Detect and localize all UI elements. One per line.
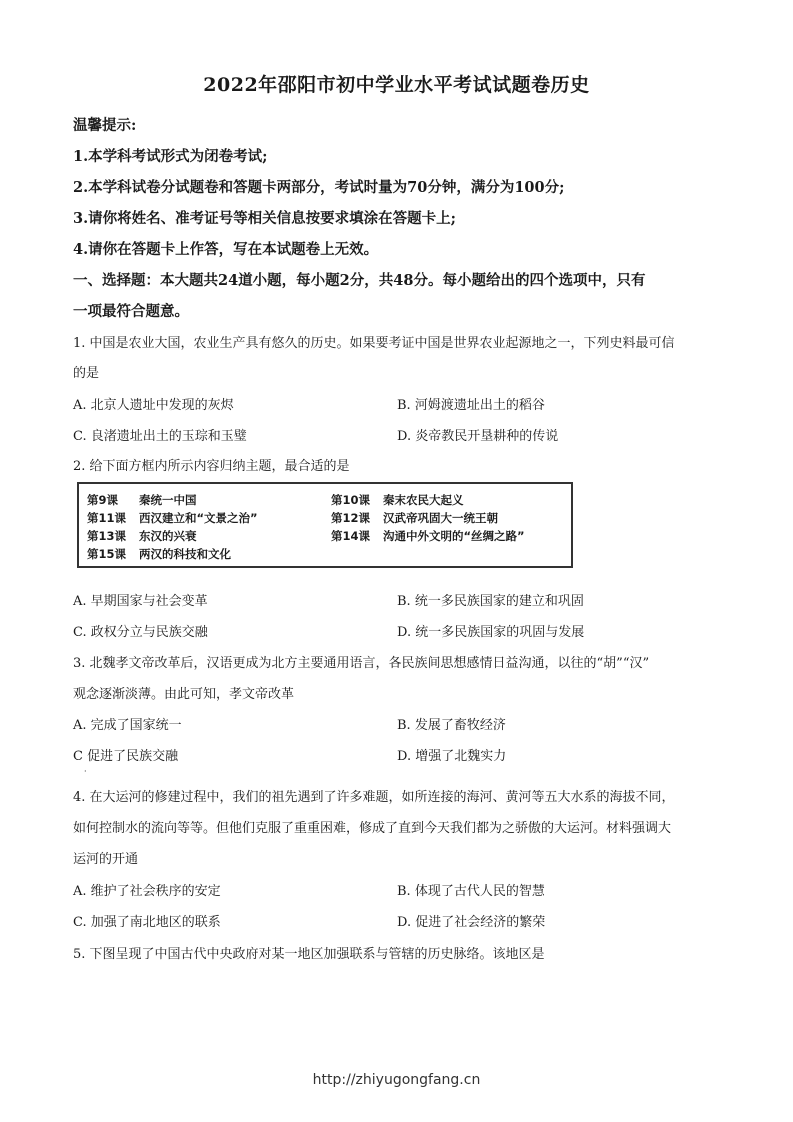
- lesson-list-box: [77, 482, 573, 568]
- question-4-option-a: A. 维护了社会秩序的安定: [73, 884, 221, 899]
- lesson-number: 第10课: [331, 493, 371, 507]
- lesson-name: 秦末农民大起义: [383, 493, 464, 507]
- section-heading-line1: 一、选择题：本大题共24道小题，每小题2分，共48分。每小题给出的四个选项中，只有: [73, 272, 646, 289]
- scan-speck: ·: [84, 767, 87, 776]
- lesson-name: 东汉的兴衰: [139, 529, 197, 543]
- lesson-name: 沟通中外文明的“丝绸之路”: [383, 529, 525, 543]
- lesson-number: 第12课: [331, 511, 371, 525]
- notice-item-2: 2.本学科试卷分试题卷和答题卡两部分，考试时量为70分钟，满分为100分;: [73, 179, 565, 196]
- question-1-option-a: A. 北京人遗址中发现的灰烬: [73, 398, 234, 413]
- question-1-line1: 1. 中国是农业大国，农业生产具有悠久的历史。如果要考证中国是世界农业起源地之一，下列史料最可信: [73, 336, 675, 351]
- notice-heading: 温馨提示:: [73, 117, 137, 134]
- footer-url: http://zhiyugongfang.cn: [312, 1072, 481, 1088]
- lesson-item: [331, 492, 464, 508]
- lesson-name: 两汉的科技和文化: [139, 547, 231, 561]
- notice-item-3: 3.请你将姓名、准考证号等相关信息按要求填涂在答题卡上;: [73, 210, 456, 227]
- question-5-line1: 5. 下图呈现了中国古代中央政府对某一地区加强联系与管辖的历史脉络。该地区是: [73, 947, 545, 962]
- lesson-item: [87, 546, 231, 562]
- section-heading-line2: 一项最符合题意。: [73, 303, 189, 320]
- question-3-option-a: A. 完成了国家统一: [73, 718, 182, 733]
- page-title: 2022年邵阳市初中学业水平考试试题卷历史: [203, 74, 590, 96]
- lesson-item: [87, 492, 197, 508]
- lesson-name: 秦统一中国: [139, 493, 197, 507]
- lesson-item: [331, 528, 525, 544]
- lesson-number: 第14课: [331, 529, 371, 543]
- lesson-number: 第11课: [87, 511, 127, 525]
- question-3-line1: 3. 北魏孝文帝改革后，汉语更成为北方主要通用语言，各民族间思想感情日益沟通，以往的“胡”“汉”: [73, 656, 650, 671]
- question-3-line2: 观念逐渐淡薄。由此可知，孝文帝改革: [73, 687, 295, 702]
- question-4-option-b: B. 体现了古代人民的智慧: [397, 884, 545, 899]
- notice-item-1: 1.本学科考试形式为闭卷考试;: [73, 148, 268, 165]
- question-3-option-c: C 促进了民族交融: [73, 749, 179, 764]
- lesson-number: 第15课: [87, 547, 127, 561]
- notice-item-4: 4.请你在答题卡上作答，写在本试题卷上无效。: [73, 241, 379, 258]
- question-3-option-b: B. 发展了畜牧经济: [397, 718, 506, 733]
- question-1-option-c: C. 良渚遗址出土的玉琮和玉璧: [73, 429, 247, 444]
- question-2-option-c: C. 政权分立与民族交融: [73, 625, 208, 640]
- question-1-option-b: B. 河姆渡遗址出土的稻谷: [397, 398, 545, 413]
- lesson-item: [87, 510, 258, 526]
- lesson-number: 第13课: [87, 529, 127, 543]
- lesson-name: 西汉建立和“文景之治”: [139, 511, 258, 525]
- lesson-item: [87, 528, 197, 544]
- question-4-option-c: C. 加强了南北地区的联系: [73, 915, 221, 930]
- question-1-option-d: D. 炎帝教民开垦耕种的传说: [397, 429, 559, 444]
- question-2-option-a: A. 早期国家与社会变革: [73, 594, 208, 609]
- question-3-option-d: D. 增强了北魏实力: [397, 749, 507, 764]
- question-4-line2: 如何控制水的流向等等。但他们克服了重重困难，修成了直到今天我们都为之骄傲的大运河。材料强调大: [73, 821, 672, 836]
- lesson-number: 第9课: [87, 493, 119, 507]
- question-1-line2: 的是: [73, 366, 100, 381]
- question-4-line3: 运河的开通: [73, 852, 139, 867]
- lesson-item: [331, 510, 498, 526]
- question-2-option-d: D. 统一多民族国家的巩固与发展: [397, 625, 585, 640]
- question-4-line1: 4. 在大运河的修建过程中，我们的祖先遇到了许多难题，如所连接的海河、黄河等五大水系的海拔不同，: [73, 790, 675, 805]
- lesson-name: 汉武帝巩固大一统王朝: [383, 511, 498, 525]
- question-2-line1: 2. 给下面方框内所示内容归纳主题，最合适的是: [73, 459, 350, 474]
- question-4-option-d: D. 促进了社会经济的繁荣: [397, 915, 546, 930]
- question-2-option-b: B. 统一多民族国家的建立和巩固: [397, 594, 584, 609]
